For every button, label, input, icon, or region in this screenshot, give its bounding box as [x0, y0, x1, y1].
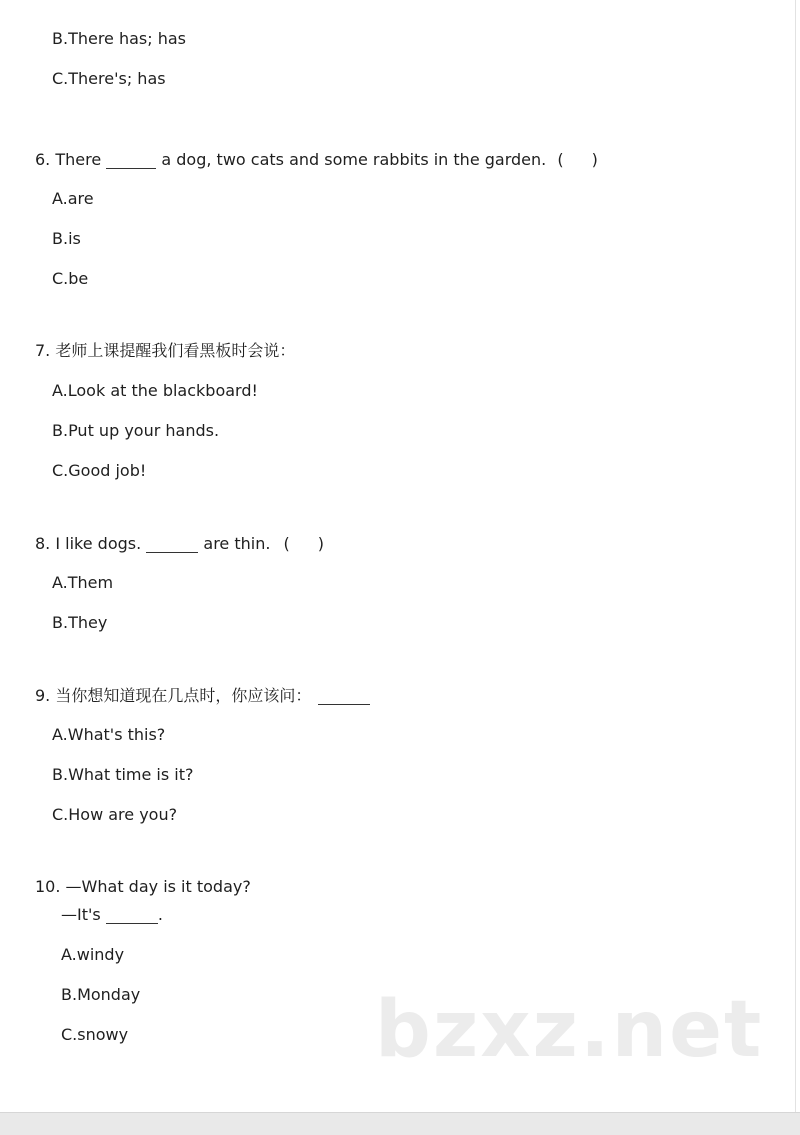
option-c: C.There's; has — [52, 69, 166, 88]
question-text-end: are thin. — [203, 534, 271, 553]
option-b: B.Put up your hands. — [52, 421, 220, 440]
option-c: C.How are you? — [52, 805, 178, 824]
question-text: 当你想知道现在几点时，你应该问： — [55, 686, 312, 705]
question-number: 7. — [35, 341, 51, 360]
dialogue-line-2 — [61, 905, 163, 925]
option-b: B.They — [52, 613, 108, 632]
answer-paren-open: ( — [557, 150, 564, 169]
answer-paren-close: ) — [317, 534, 325, 553]
answer-paren-open: ( — [283, 534, 290, 553]
question-text-start: I like dogs. — [55, 534, 142, 553]
option-c: C.be — [52, 269, 89, 288]
option-a: A.are — [52, 189, 94, 208]
question-number: 9. — [35, 686, 51, 705]
watermark: bzxz.net — [375, 985, 764, 1075]
option-a: A.What's this? — [52, 725, 166, 744]
answer-blank — [106, 152, 156, 169]
page-bottom-edge — [0, 1112, 800, 1135]
question-6 — [35, 150, 598, 170]
question-text: 老师上课提醒我们看黑板时会说： — [55, 341, 296, 360]
answer-blank — [106, 907, 158, 924]
dialogue-text-end: . — [157, 905, 163, 924]
question-8 — [35, 534, 324, 554]
option-a: A.windy — [61, 945, 125, 964]
question-10 — [35, 877, 251, 897]
option-b: B.Monday — [61, 985, 141, 1004]
question-number: 8. — [35, 534, 51, 553]
question-7 — [35, 341, 295, 361]
dialogue-text-start: —It's — [61, 905, 101, 924]
option-b: B.What time is it? — [52, 765, 194, 784]
option-c: C.Good job! — [52, 461, 147, 480]
question-9 — [35, 686, 370, 706]
question-text-start: There — [55, 150, 102, 169]
question-number: 6. — [35, 150, 51, 169]
option-a: A.Look at the blackboard! — [52, 381, 258, 400]
question-number: 10. — [35, 877, 61, 896]
question-text-end: a dog, two cats and some rabbits in the garden. — [161, 150, 547, 169]
answer-paren-close: ) — [591, 150, 598, 169]
option-b: B.There has; has — [52, 29, 187, 48]
answer-blank — [318, 688, 370, 705]
option-a: A.Them — [52, 573, 114, 592]
option-c: C.snowy — [61, 1025, 129, 1044]
option-b: B.is — [52, 229, 81, 248]
answer-blank — [146, 536, 198, 553]
dialogue-line-1: —What day is it today? — [65, 877, 251, 896]
